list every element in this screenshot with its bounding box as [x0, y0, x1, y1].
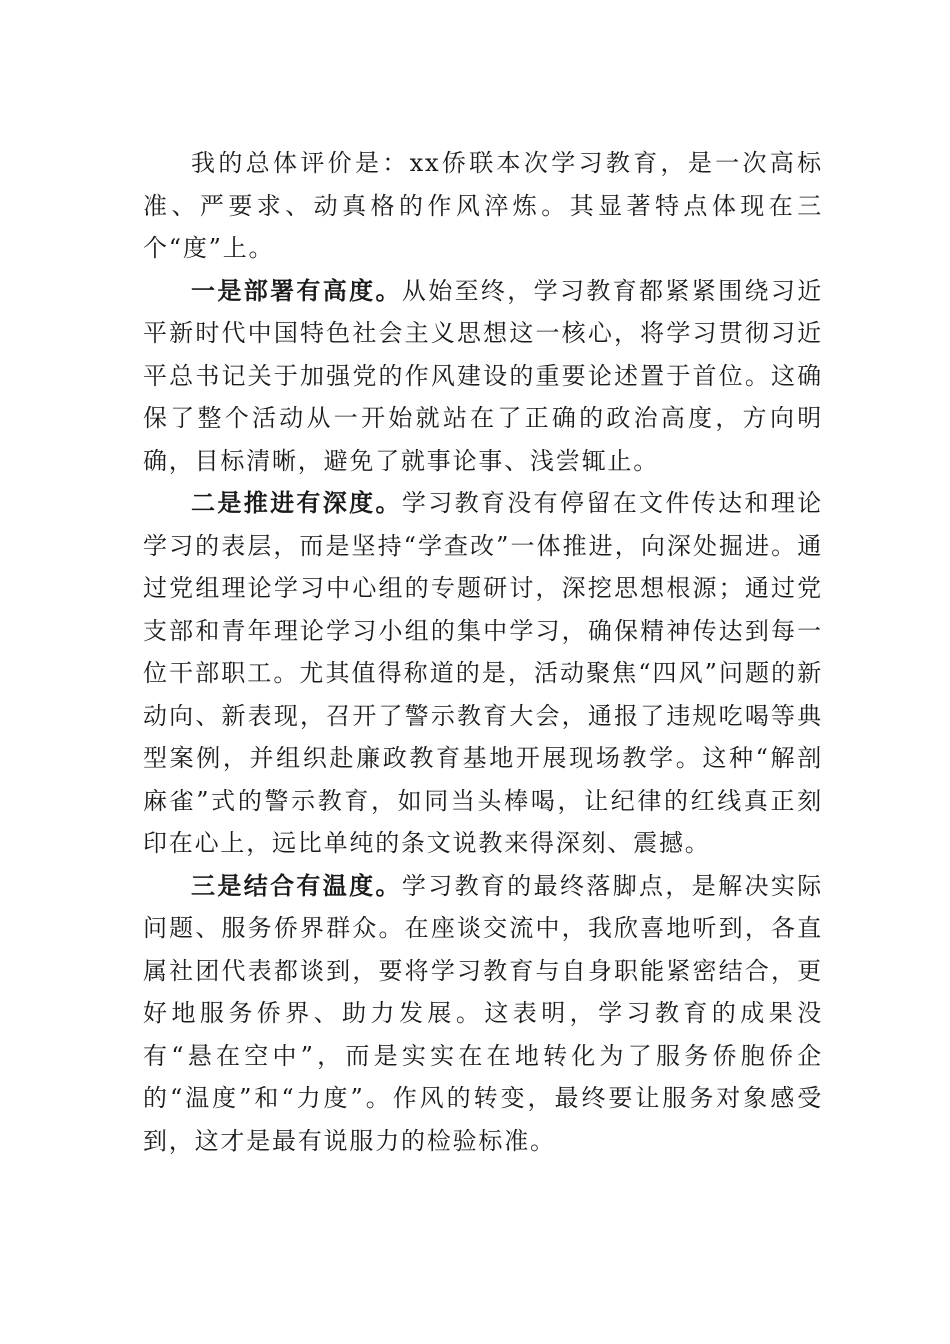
- paragraph-integration-warmth: [143, 865, 823, 1163]
- document-body: [143, 142, 823, 1162]
- paragraph-text: 学习教育的最终落脚点，是解决实际问题、服务侨界群众。在座谈交流中，我欣喜地听到，各直属社团代表都谈到，要将学习教育与自身职能紧密结合，更好地服务侨界、助力发展。这表明，学习教育的成果没有“悬在空中”，而是实实在在地转化为了服务侨胞侨企的“温度”和“力度”。作风的转变，最终要让服务对象感受到，这才是最有说服力的检验标准。: [143, 871, 823, 1155]
- paragraph-deployment-height: [143, 270, 823, 483]
- paragraph-text: 学习教育没有停留在文件传达和理论学习的表层，而是坚持“学查改”一体推进，向深处掘进。通过党组理论学习中心组的专题研讨，深挖思想根源；通过党支部和青年理论学习小组的集中学习，确保精神传达到每一位干部职工。尤其值得称道的是，活动聚焦“四风”问题的新动向、新表现，召开了警示教育大会，通报了违规吃喝等典型案例，并组织赴廉政教育基地开展现场教学。这种“解剖麻雀”式的警示教育，如同当头棒喝，让纪律的红线真正刻印在心上，远比单纯的条文说教来得深刻、震撼。: [143, 489, 823, 857]
- paragraph-text: 我的总体评价是：xx侨联本次学习教育，是一次高标准、严要求、动真格的作风淬炼。其显著特点体现在三个“度”上。: [143, 149, 823, 262]
- paragraph-lead: 二是推进有深度。: [191, 488, 402, 517]
- paragraph-text: 从始至终，学习教育都紧紧围绕习近平新时代中国特色社会主义思想这一核心，将学习贯彻习近平总书记关于加强党的作风建设的重要论述置于首位。这确保了整个活动从一开始就站在了正确的政治高度，方向明确，目标清晰，避免了就事论事、浅尝辄止。: [143, 276, 823, 475]
- paragraph-overall-evaluation: [143, 142, 823, 270]
- paragraph-lead: 三是结合有温度。: [191, 870, 402, 900]
- paragraph-lead: 一是部署有高度。: [191, 275, 402, 305]
- paragraph-progress-depth: [143, 482, 823, 865]
